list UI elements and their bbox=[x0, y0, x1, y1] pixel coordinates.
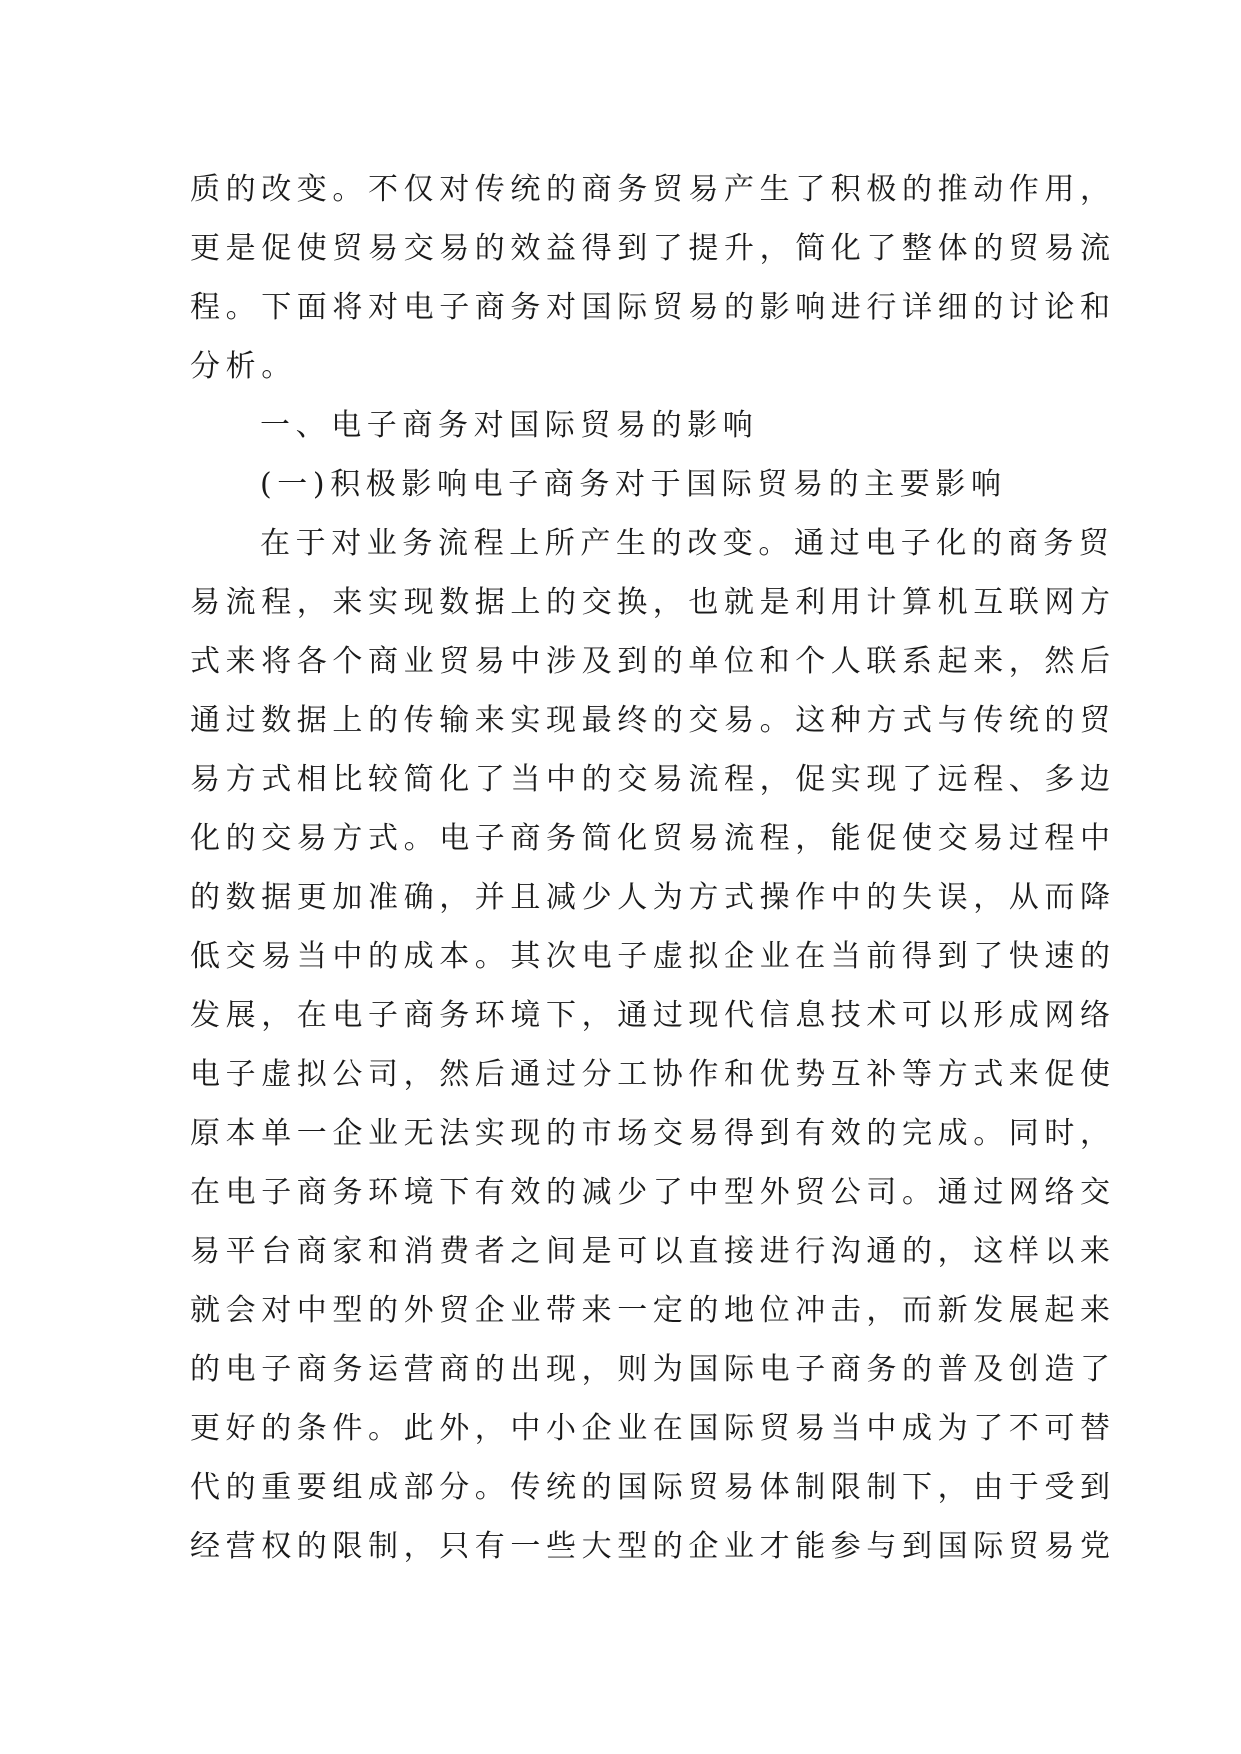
text-line: 低交易当中的成本。其次电子虚拟企业在当前得到了快速的 bbox=[190, 939, 1116, 974]
text-line: 质的改变。不仅对传统的商务贸易产生了积极的推动作用， bbox=[190, 172, 1116, 207]
text-line: 在于对业务流程上所产生的改变。通过电子化的商务贸 bbox=[260, 526, 1115, 561]
text-line: 在电子商务环境下有效的减少了中型外贸公司。通过网络交 bbox=[190, 1175, 1116, 1210]
text-line: 的电子商务运营商的出现，则为国际电子商务的普及创造了 bbox=[190, 1352, 1116, 1387]
text-line: 通过数据上的传输来实现最终的交易。这种方式与传统的贸 bbox=[190, 703, 1116, 738]
text-line: 原本单一企业无法实现的市场交易得到有效的完成。同时， bbox=[190, 1116, 1116, 1151]
text-line: 易流程，来实现数据上的交换，也就是利用计算机互联网方 bbox=[190, 585, 1116, 620]
text-line: 发展，在电子商务环境下，通过现代信息技术可以形成网络 bbox=[190, 998, 1116, 1033]
text-line: 分析。 bbox=[190, 349, 297, 384]
text-line: 更好的条件。此外，中小企业在国际贸易当中成为了不可替 bbox=[190, 1411, 1116, 1446]
text-line: 代的重要组成部分。传统的国际贸易体制限制下，由于受到 bbox=[190, 1470, 1116, 1505]
text-line: 经营权的限制，只有一些大型的企业才能参与到国际贸易党 bbox=[190, 1529, 1116, 1564]
text-line: 易方式相比较简化了当中的交易流程，促实现了远程、多边 bbox=[190, 762, 1116, 797]
text-line: 一、电子商务对国际贸易的影响 bbox=[260, 408, 759, 443]
text-line: 化的交易方式。电子商务简化贸易流程，能促使交易过程中 bbox=[190, 821, 1116, 856]
body-text bbox=[190, 160, 1116, 1576]
text-line: (一)积极影响电子商务对于国际贸易的主要影响 bbox=[260, 467, 1007, 502]
text-line: 的数据更加准确，并且减少人为方式操作中的失误，从而降 bbox=[190, 880, 1116, 915]
text-line: 易平台商家和消费者之间是可以直接进行沟通的，这样以来 bbox=[190, 1234, 1116, 1269]
text-line: 就会对中型的外贸企业带来一定的地位冲击，而新发展起来 bbox=[190, 1293, 1116, 1328]
text-line: 式来将各个商业贸易中涉及到的单位和个人联系起来，然后 bbox=[190, 644, 1116, 679]
text-line: 电子虚拟公司，然后通过分工协作和优势互补等方式来促使 bbox=[190, 1057, 1116, 1092]
text-line: 更是促使贸易交易的效益得到了提升，简化了整体的贸易流 bbox=[190, 231, 1116, 266]
text-line: 程。下面将对电子商务对国际贸易的影响进行详细的讨论和 bbox=[190, 290, 1116, 325]
